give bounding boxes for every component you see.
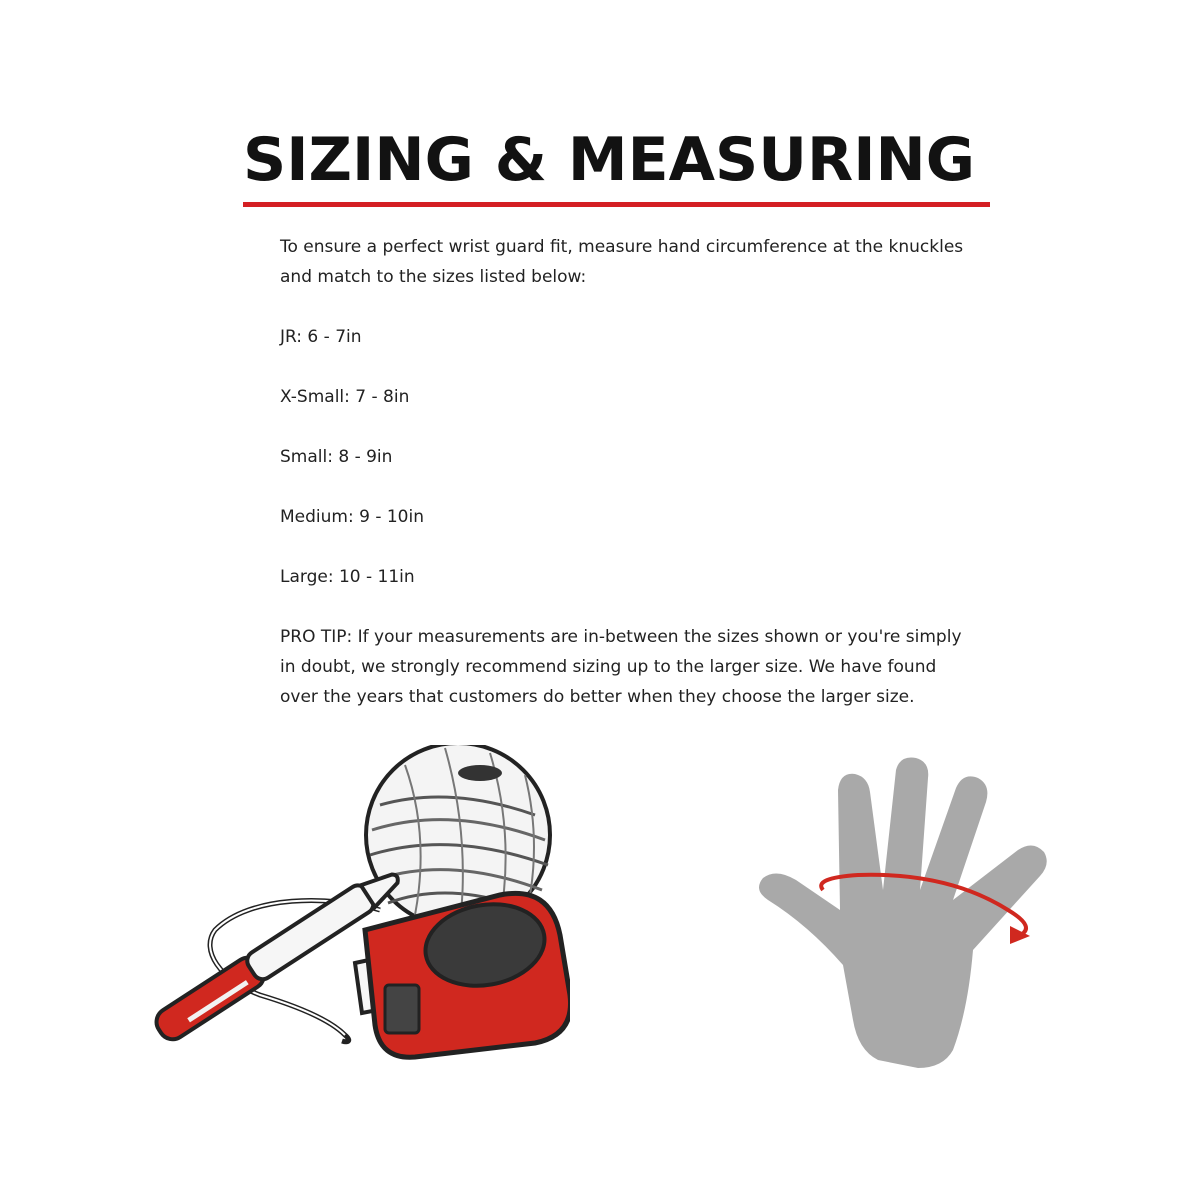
size-jr: JR: 6 - 7in <box>280 327 362 347</box>
sizing-text <box>280 232 970 742</box>
pro-tip-paragraph: PRO TIP: If your measurements are in-between the sizes shown or you're simply in doubt, we strongly recommend sizing up to the larger size. We have found over the years that customers do better when they choose the larger size. <box>280 627 962 707</box>
measuring-tools-illustration <box>130 745 570 1065</box>
size-medium: Medium: 9 - 10in <box>280 507 424 527</box>
size-small: Small: 8 - 9in <box>280 447 393 467</box>
tape-measure-icon <box>365 893 570 1057</box>
intro-paragraph: To ensure a perfect wrist guard fit, measure hand circumference at the knuckles and match to the sizes listed below: <box>280 237 964 287</box>
page-title: SIZING & MEASURING <box>243 125 975 195</box>
hand-icon <box>748 750 1068 1080</box>
size-large: Large: 10 - 11in <box>280 567 415 587</box>
size-x-small: X-Small: 7 - 8in <box>280 387 410 407</box>
title-underline <box>243 202 990 207</box>
